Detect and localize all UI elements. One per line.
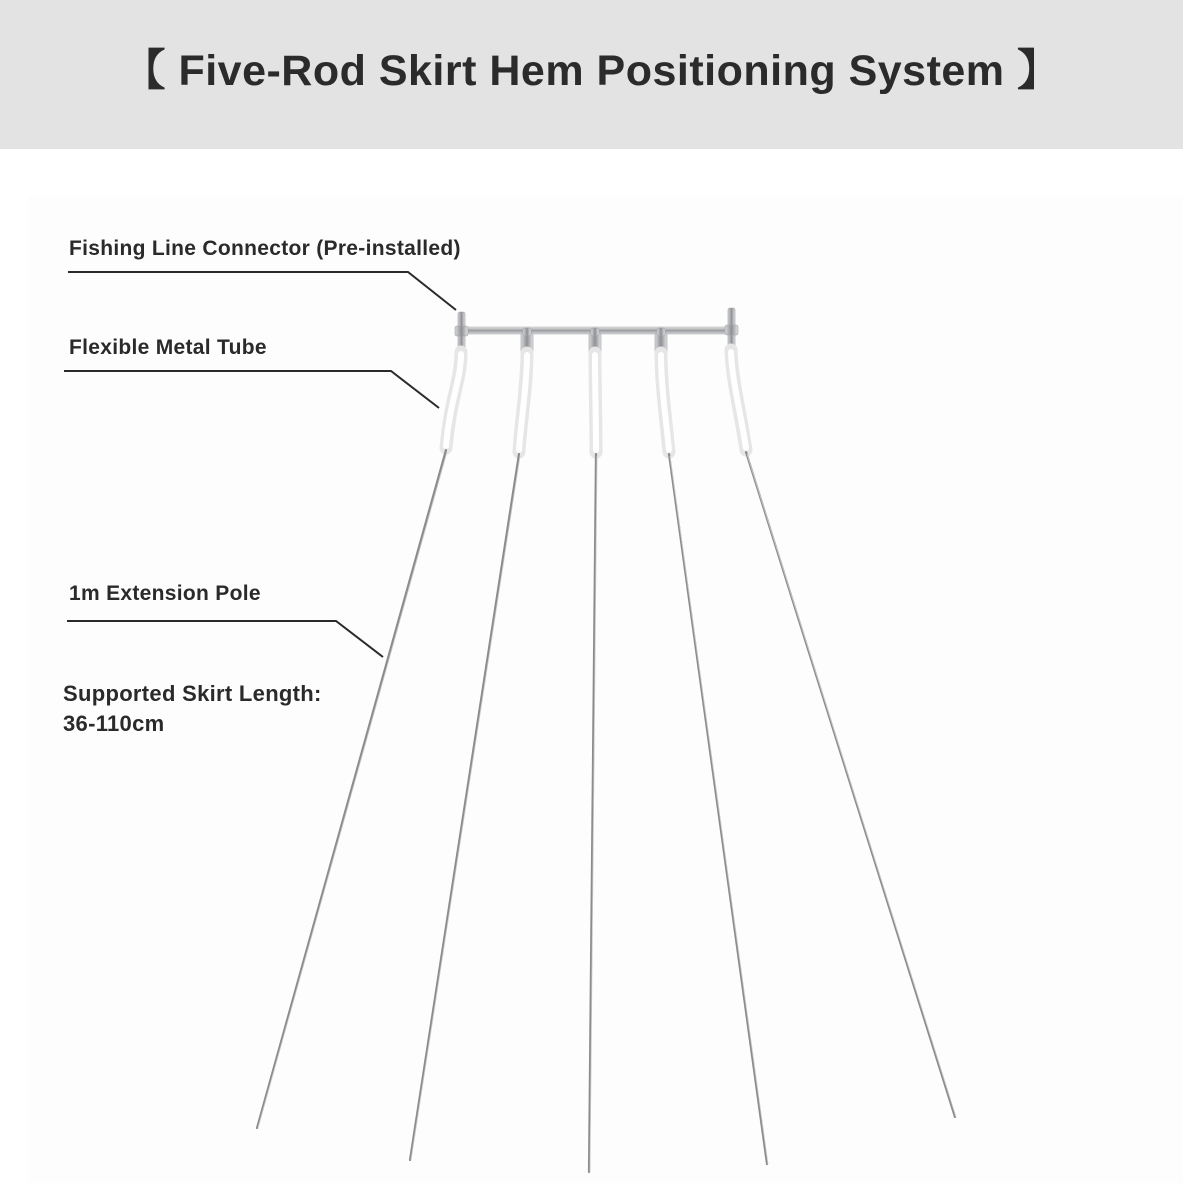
page-title: 【 Five-Rod Skirt Hem Positioning System 】 [122, 47, 1061, 95]
supported-length-range: 36-110cm [63, 711, 165, 736]
leader-pole [67, 621, 383, 657]
callout-flexible-metal-tube: Flexible Metal Tube [69, 336, 267, 359]
extension-pole-1 [257, 450, 446, 1128]
extension-poles [257, 450, 955, 1172]
callout-supported-skirt-length [63, 679, 322, 739]
extension-pole-3 [589, 454, 596, 1172]
leader-tube [64, 371, 439, 408]
extension-pole-2 [410, 454, 519, 1160]
callout-fishing-line-connector: Fishing Line Connector (Pre-installed) [69, 237, 461, 260]
supported-length-heading: Supported Skirt Length: [63, 681, 322, 706]
extension-pole-5 [746, 452, 955, 1117]
extension-pole-4 [669, 454, 767, 1164]
leader-connector [68, 272, 456, 310]
callout-extension-pole: 1m Extension Pole [69, 582, 261, 605]
